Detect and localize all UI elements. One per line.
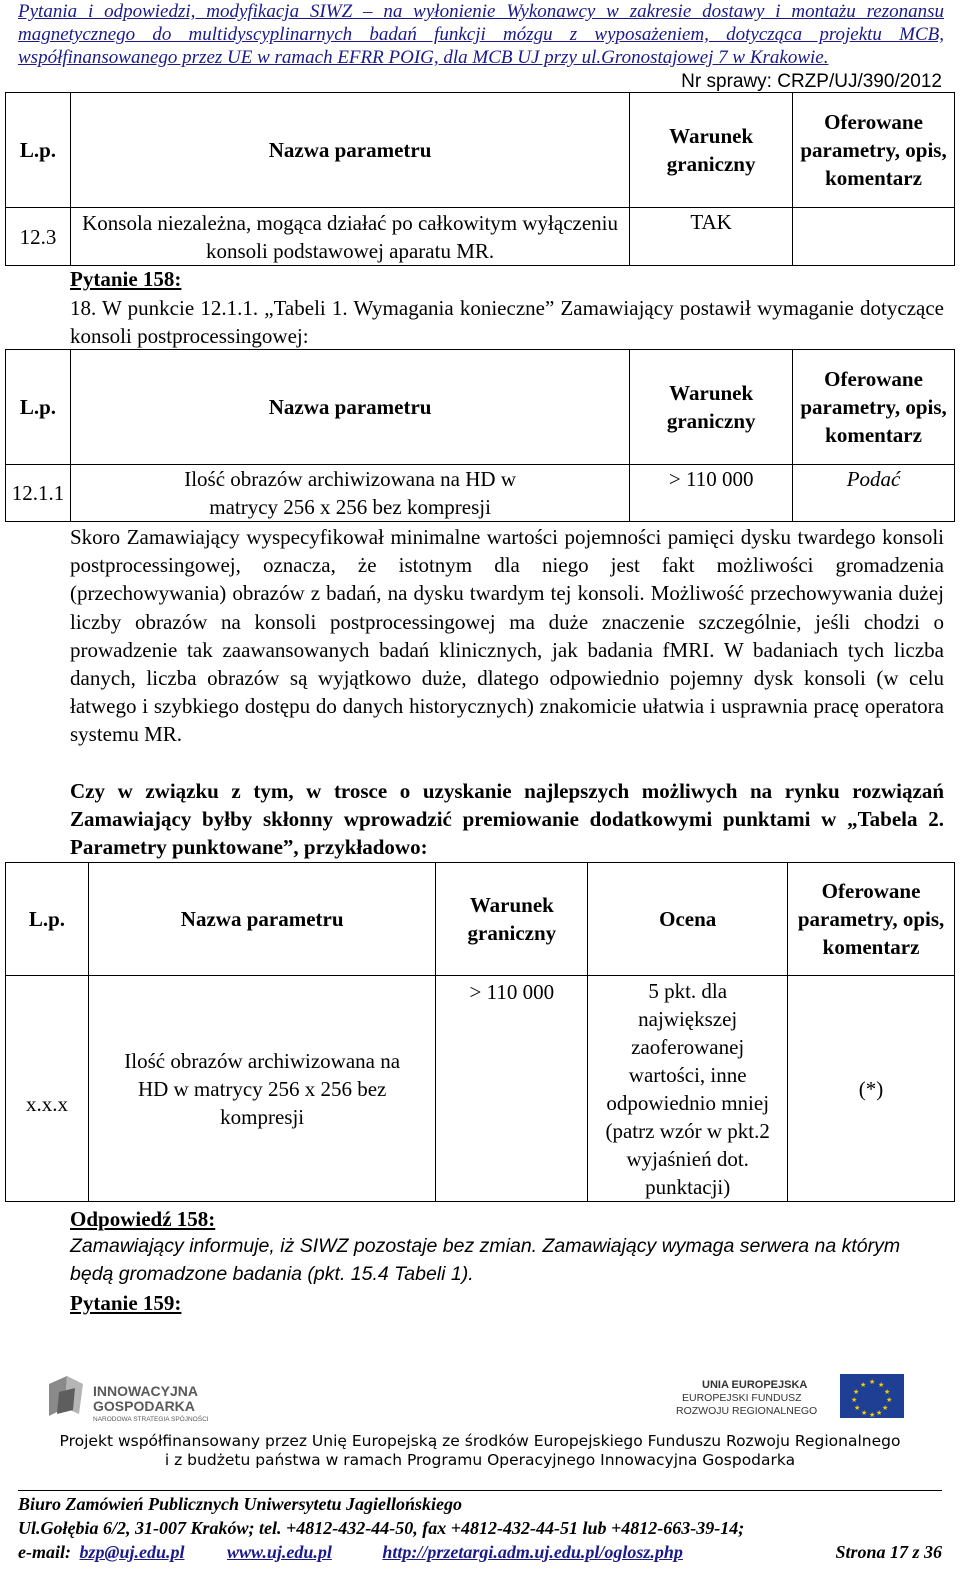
page-number: Strona 17 z 36 (835, 1542, 942, 1562)
svg-text:★: ★ (886, 1396, 893, 1404)
header-line-1[interactable]: Pytania i odpowiedzi, modyfikacja SIWZ – na wyłonienie Wykonawcy w zakresie dostawy i montażu rezonansu (18, 1, 944, 22)
parameter-table-2 (5, 349, 955, 522)
footer-divider (18, 1490, 942, 1491)
header-limit-condition: Warunek graniczny (630, 350, 793, 465)
svg-text:★: ★ (854, 1404, 861, 1412)
row-parameter-name: Ilość obrazów archiwizowana na HD w matrycy 256 x 256 bez kompresji (88, 976, 436, 1202)
header-offered-params: Oferowane parametry, opis, komentarz (793, 93, 955, 208)
header-offered-params: Oferowane parametry, opis, komentarz (793, 350, 955, 465)
svg-text:★: ★ (876, 1409, 883, 1417)
project-funding-line-2: i z budżetu państwa w ramach Programu Operacyjnego Innowacyjna Gospodarka (164, 1451, 796, 1469)
header-line-2[interactable]: magnetycznego do multidyscyplinarnych badań funkcji mózgu z wyposażeniem, dotycząca projektu MCB, (18, 24, 944, 45)
row-lp: 12.1.1 (6, 465, 71, 522)
question-159-title: Pytanie 159: (70, 1291, 182, 1315)
question-158-proposal: Czy w związku z tym, w trosce o uzyskanie najlepszych możliwych na rynku rozwiązań Zamawiający byłby skłonny wprowadzić premiowanie dodatkowymi punktami w „Tabela 2. Parametry punktowane”, przykładowo: (70, 779, 944, 860)
header-lp: L.p. (6, 863, 89, 976)
ig-emblem-icon (49, 1376, 83, 1416)
email-label: e-mail: (18, 1542, 71, 1562)
svg-text:★: ★ (861, 1409, 868, 1417)
row-parameter-name: Ilość obrazów archiwizowana na HD w matrycy 256 x 256 bez kompresji (70, 465, 629, 522)
row-limit-condition: > 110 000 (630, 465, 793, 522)
svg-text:★: ★ (869, 1378, 876, 1386)
eu-logo-line-1: UNIA EUROPEJSKA (702, 1379, 808, 1391)
header-parameter-name: Nazwa parametru (88, 863, 436, 976)
eu-erdf-logo (620, 1370, 910, 1425)
row-score: 5 pkt. dla największej zaoferowanej wartości, inne odpowiednio mniej (patrz wzór w pkt.2 wyjaśnień dot. punktacji) (588, 976, 788, 1202)
answer-158-text: Zamawiający informuje, iż SIWZ pozostaje bez zmian. Zamawiający wymaga serwera na którym będą gromadzone badania (pkt. 15.4 Tabeli 1). (70, 1235, 901, 1285)
svg-text:★: ★ (882, 1404, 889, 1412)
row-offered-params: Podać (793, 465, 955, 522)
innovative-economy-logo (45, 1370, 245, 1425)
footer-contacts (18, 1540, 942, 1564)
footer-address: Ul.Gołębia 6/2, 31-007 Kraków; tel. +4812-432-44-50, fax +4812-432-44-51 lub +4812-663-39-14; (18, 1518, 745, 1538)
question-158-title: Pytanie 158: (70, 267, 182, 291)
question-158-body: Skoro Zamawiający wyspecyfikował minimalne wartości pojemności pamięci dysku twardego konsoli postprocessingowej, oznacza, że istotnym dla niego jest fakt możliwości gromadzenia (przechowywania) obrazów z badań, na dysku twardym tej konsoli. Możliwość przechowywania dużej liczby obrazów na konsoli postprocessingowej ma duże znaczenie szczególnie, jeśli chodzi o prowadzenie tak zaawansowanych badań klinicznych, jak badania fMRI. W badaniach tych liczba danych, liczba obrazów są wyjątkowo duże, dlatego odpowiednio pojemny dysk konsoli (w celu łatwego i szybkiego dostępu do danych historycznych) znakomicie ułatwia i usprawnia pracę operatora systemu MR. (70, 525, 944, 747)
project-funding-line-1: Projekt współfinansowany przez Unię Europejską ze środków Europejskiego Funduszu Rozwoju Regionalnego (59, 1432, 901, 1450)
row-limit-condition: TAK (630, 208, 793, 266)
header-parameter-name: Nazwa parametru (70, 93, 629, 208)
svg-text:★: ★ (851, 1396, 858, 1404)
header-parameter-name: Nazwa parametru (70, 350, 629, 465)
row-offered-params (793, 208, 955, 266)
question-158-intro: 18. W punkcie 12.1.1. „Tabeli 1. Wymagania konieczne” Zamawiający postawił wymaganie dotyczące konsoli postprocessingowej: (70, 296, 944, 349)
eu-logo-line-3: ROZWOJU REGIONALNEGO (676, 1405, 818, 1417)
svg-text:★: ★ (853, 1388, 860, 1396)
row-parameter-name: Konsola niezależna, mogąca działać po całkowitym wyłączeniu konsoli podstawowej aparatu MR. (70, 208, 629, 266)
case-number: Nr sprawy: CRZP/UJ/390/2012 (681, 71, 942, 92)
svg-text:★: ★ (869, 1411, 876, 1419)
header-lp: L.p. (6, 350, 71, 465)
svg-text:★: ★ (884, 1388, 891, 1396)
svg-text:★: ★ (878, 1381, 885, 1389)
header-score: Ocena (588, 863, 788, 976)
tender-link[interactable]: http://przetargi.adm.uj.edu.pl/oglosz.php (382, 1542, 683, 1562)
footer-office: Biuro Zamówień Publicznych Uniwersytetu Jagiellońskiego (18, 1494, 463, 1514)
header-line-3[interactable]: współfinansowanego przez UE w ramach EFRR POIG, dla MCB UJ przy ul.Gronostajowej 7 w Krakowie. (18, 47, 829, 68)
answer-158-title: Odpowiedź 158: (70, 1207, 216, 1231)
parameter-table-3 (5, 862, 955, 1202)
row-limit-condition: > 110 000 (436, 976, 588, 1202)
row-lp: x.x.x (6, 976, 89, 1202)
eu-flag-icon (840, 1374, 904, 1419)
header-offered-params: Oferowane parametry, opis, komentarz (788, 863, 955, 976)
row-offered-params: (*) (788, 976, 955, 1202)
email-link[interactable]: bzp@uj.edu.pl (79, 1542, 185, 1562)
eu-logo-line-2: EUROPEJSKI FUNDUSZ (682, 1392, 802, 1404)
parameter-table-1 (5, 92, 955, 266)
ig-logo-line-2: GOSPODARKA (93, 1398, 195, 1414)
header-limit-condition: Warunek graniczny (630, 93, 793, 208)
header-lp: L.p. (6, 93, 71, 208)
header-limit-condition: Warunek graniczny (436, 863, 588, 976)
www-link[interactable]: www.uj.edu.pl (226, 1542, 332, 1562)
ig-logo-line-1: INNOWACYJNA (93, 1383, 199, 1399)
ig-logo-line-3: NARODOWA STRATEGIA SPÓJNOŚCI (93, 1416, 209, 1423)
row-lp: 12.3 (6, 208, 71, 266)
svg-text:★: ★ (860, 1381, 867, 1389)
